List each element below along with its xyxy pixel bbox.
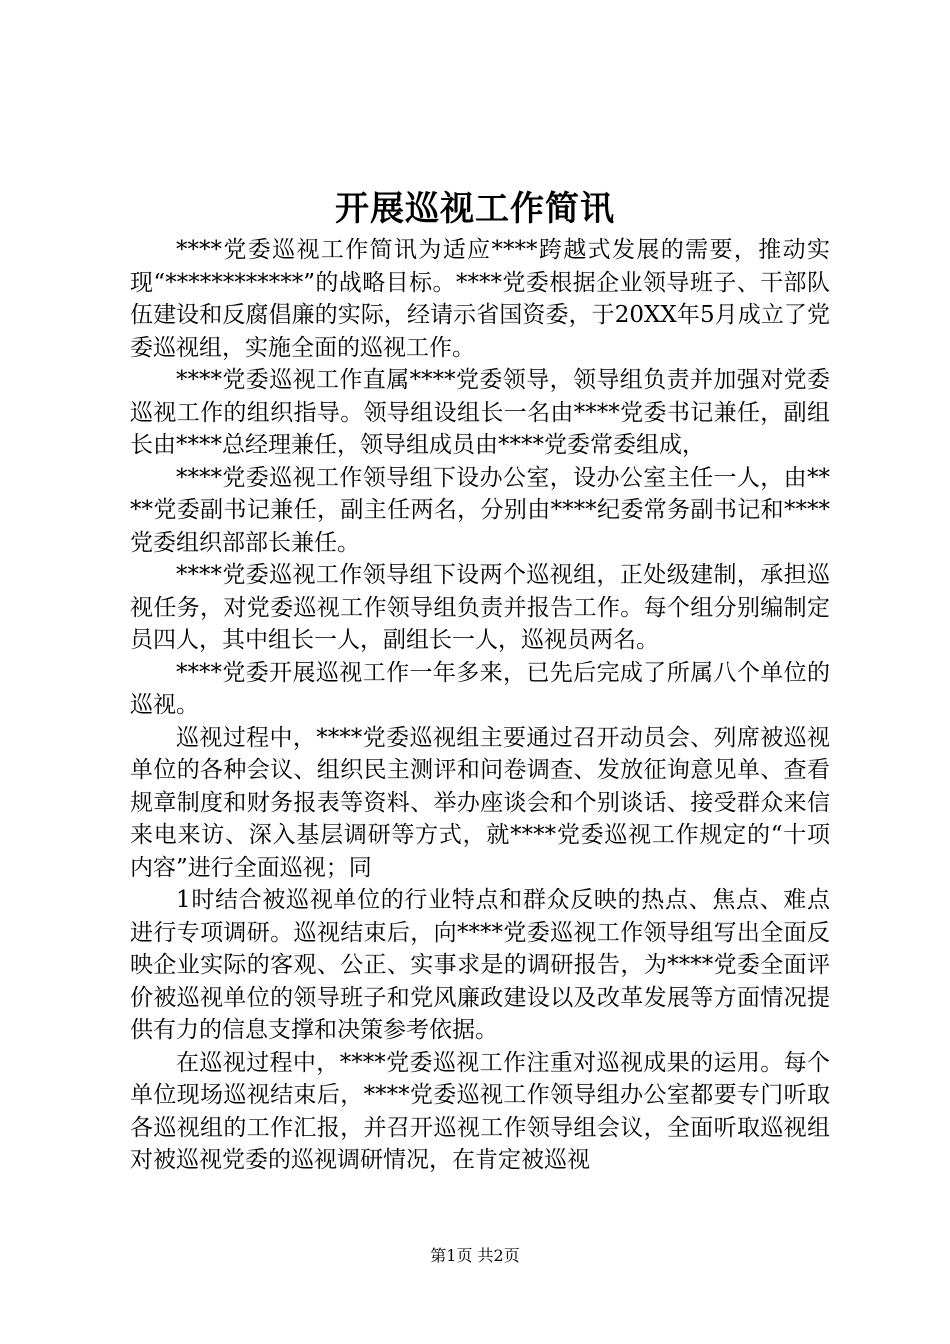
paragraph-5: ****党委开展巡视工作一年多来，已先后完成了所属八个单位的巡视。 [130,659,830,718]
page-footer: 第1页 共2页 [430,1246,520,1265]
paragraph-3: ****党委巡视工作领导组下设办公室，设办公室主任一人，由****党委副书记兼任，副主任两名，分别由****纪委常务副书记和****党委组织部部长兼任。 [130,464,830,556]
paragraph-8: 在巡视过程中，****党委巡视工作注重对巡视成果的运用。每个单位现场巡视结束后，****党委巡视工作领导组办公室都要专门听取各巡视组的工作汇报，并召开巡视工作领导组会议，全面听取巡视组对被巡视党委的巡视调研情况，在肯定被巡视 [130,1049,830,1173]
document-title: 开展巡视工作简讯 [335,189,615,229]
paragraph-1: ****党委巡视工作简讯为适应****跨越式发展的需要，推动实现“************”的战略目标。****党委根据企业领导班子、干部队伍建设和反腐倡廉的实际，经请示省国资委，于20XX年5月成立了党委巡视组，实施全面的巡视工作。 [130,237,830,361]
paragraph-7: 1时结合被巡视单位的行业特点和群众反映的热点、焦点、难点进行专项调研。巡视结束后，向****党委巡视工作领导组写出全面反映企业实际的客观、公正、实事求是的调研报告，为****党委全面评价被巡视单位的领导班子和党风廉政建设以及改革发展等方面情况提供有力的信息支撑和决策参考依据。 [130,887,830,1043]
document-body [130,234,830,1177]
paragraph-2: ****党委巡视工作直属****党委领导，领导组负责并加强对党委巡视工作的组织指导。领导组设组长一名由****党委书记兼任，副组长由****总经理兼任，领导组成员由****党委常委组成， [130,367,830,458]
paragraph-6: 巡视过程中，****党委巡视组主要通过召开动员会、列席被巡视单位的各种会议、组织民主测评和问卷调查、发放征询意见单、查看规章制度和财务报表等资料、举办座谈会和个别谈话、接受群众来信来电来访、深入基层调研等方式，就****党委巡视工作规定的“十项内容”进行全面巡视；同 [130,724,830,881]
paragraph-4: ****党委巡视工作领导组下设两个巡视组，正处级建制，承担巡视任务，对党委巡视工作领导组负责并报告工作。每个组分别编制定员四人，其中组长一人，副组长一人，巡视员两名。 [130,562,830,653]
